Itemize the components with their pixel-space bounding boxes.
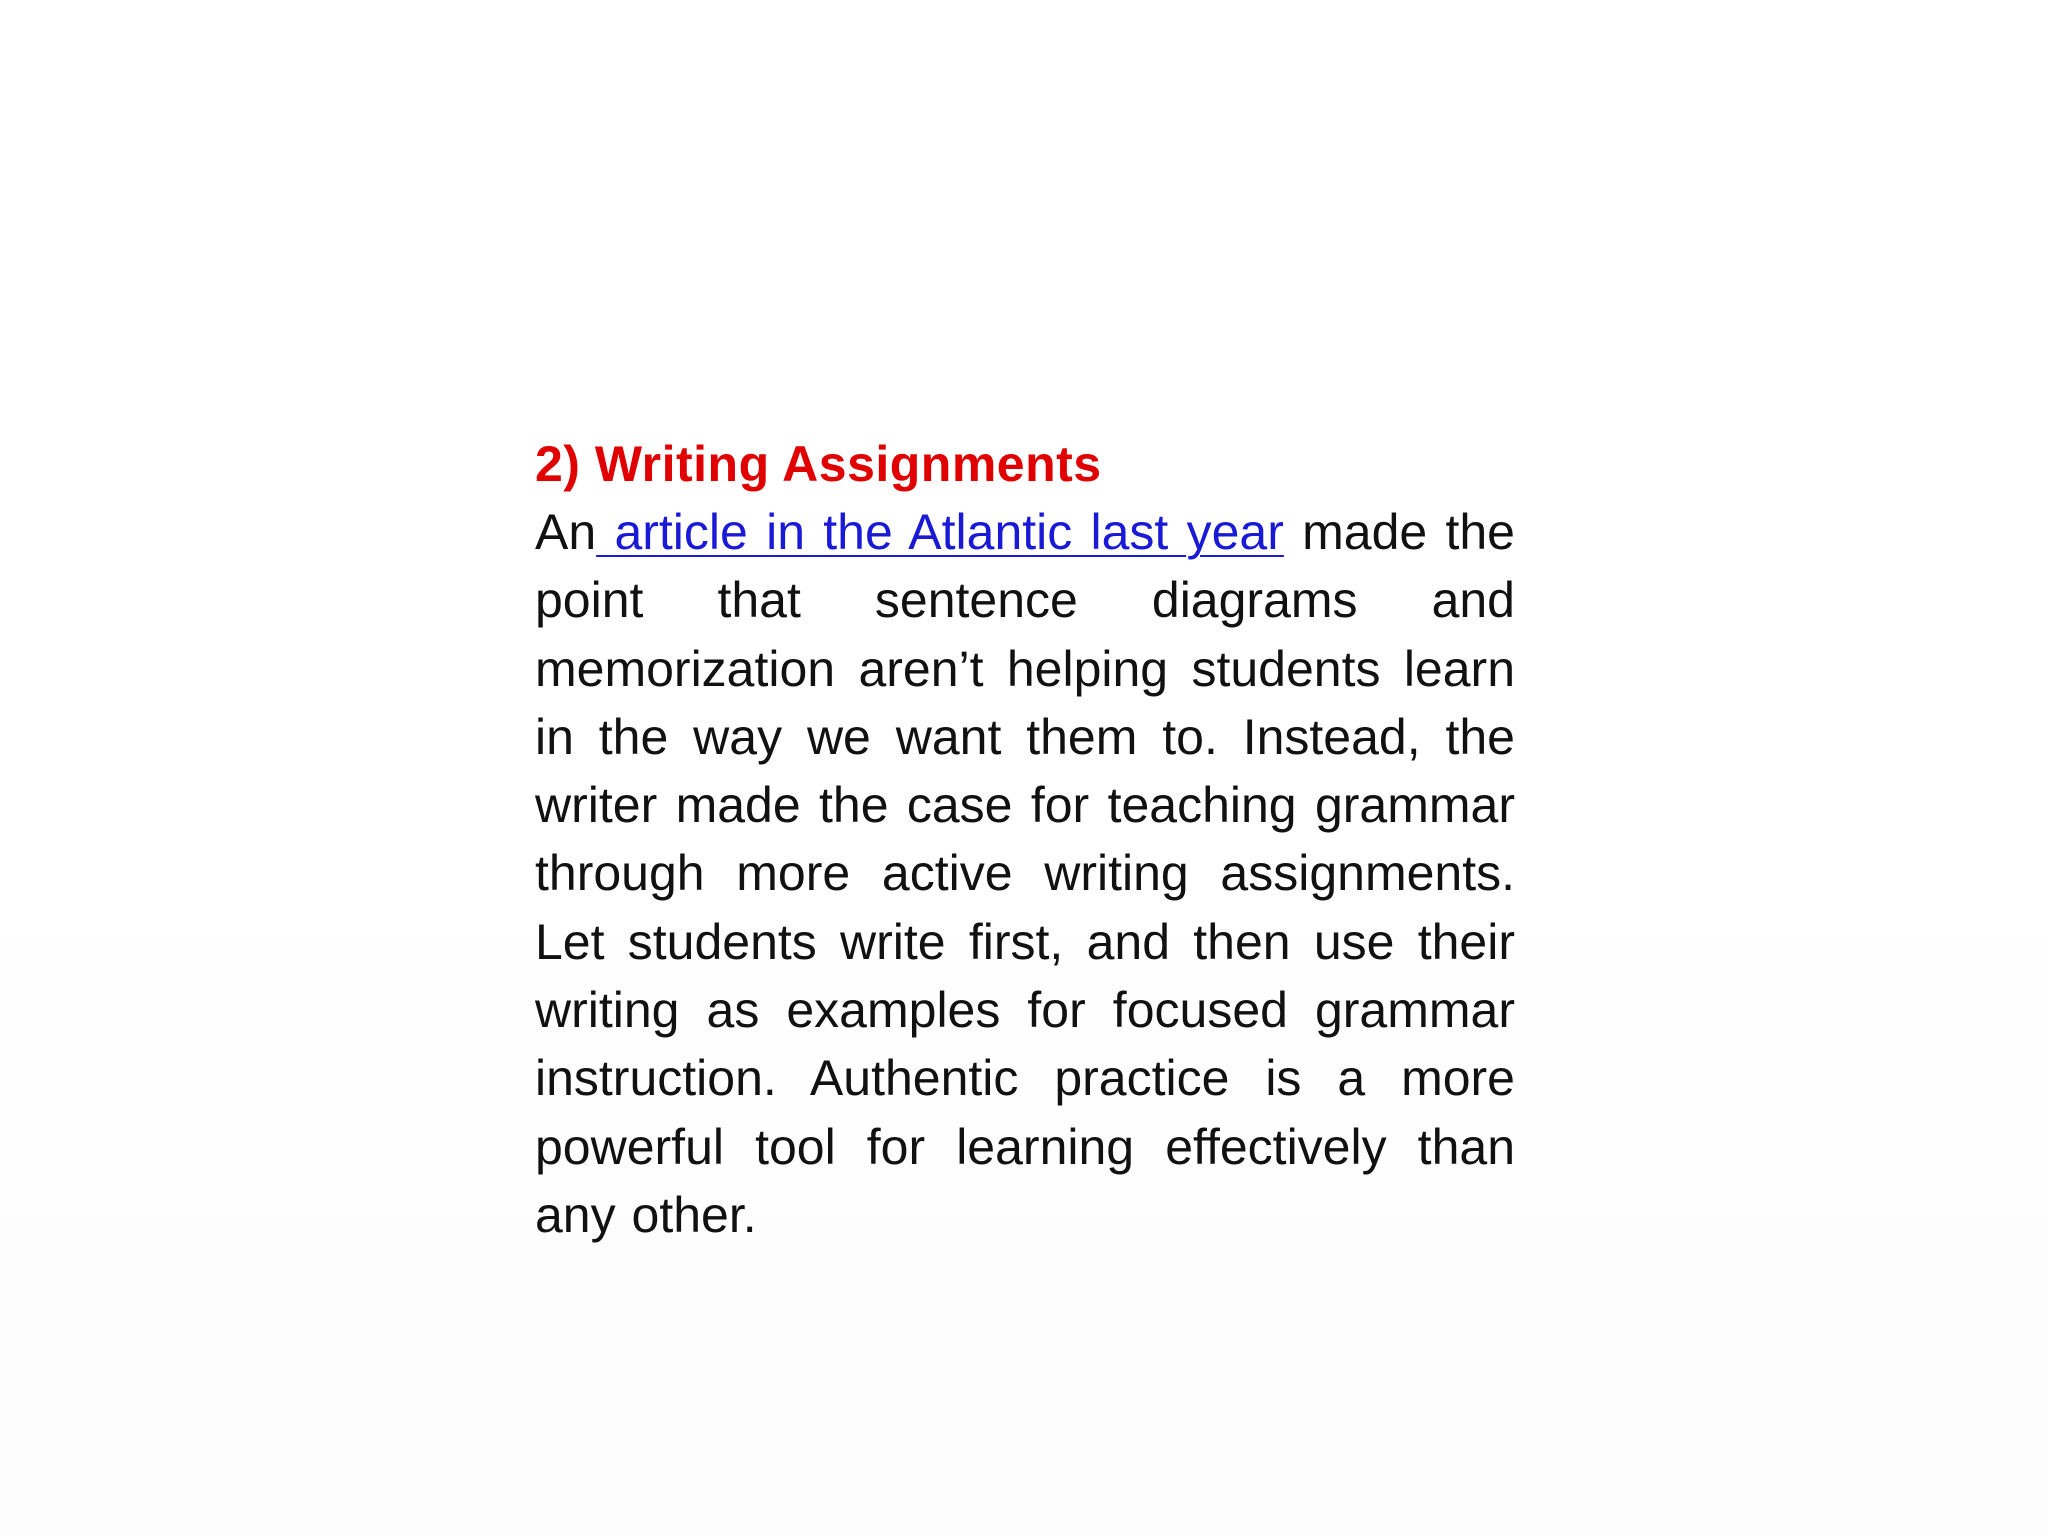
paragraph-lead: An	[535, 504, 597, 560]
slide-heading: 2) Writing Assignments	[535, 436, 1102, 492]
body-paragraph	[535, 498, 1515, 1249]
slide-content	[535, 430, 1515, 1249]
paragraph-body: made the point that sentence diagrams and memorization aren’t helping students learn in the way we want them to. Instead, the writer made the case for teaching grammar through more active writing assignments. Let students write first, and then use their writing as examples for focused grammar instruction. Authentic practice is a more powerful tool for learning effectively than any other.	[535, 504, 1515, 1243]
atlantic-article-link[interactable]: article in the Atlantic last year	[596, 504, 1284, 560]
